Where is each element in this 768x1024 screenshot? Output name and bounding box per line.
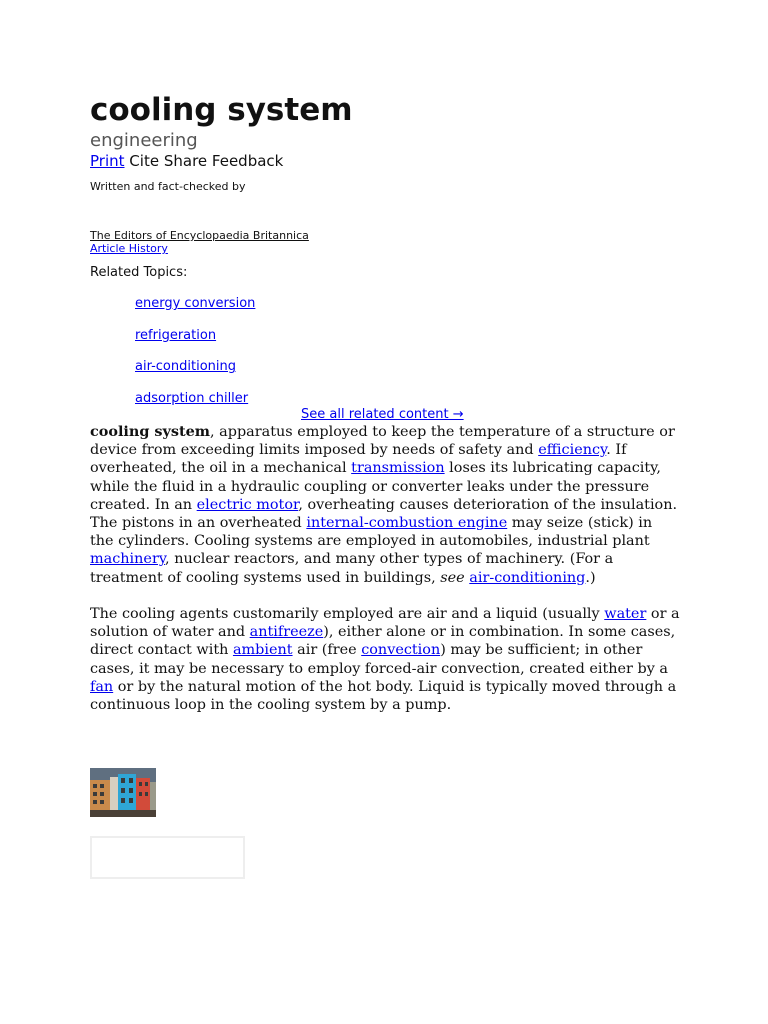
text-run: The cooling agents customarily employed are air and a liquid (usually	[90, 606, 605, 623]
electric-motor-link[interactable]: electric motor	[196, 496, 299, 513]
text-run: loses its lubricating capacity, while the fluid in a hydraulic coupling or converter leaks under the pressure created. In an	[90, 460, 661, 513]
fan-link[interactable]: fan	[90, 678, 114, 695]
written-by-label: Written and fact-checked by	[90, 180, 246, 193]
related-topic-energy-conversion-link[interactable]: energy conversion	[135, 296, 256, 311]
ambient-link[interactable]: ambient	[232, 642, 293, 659]
machinery-link[interactable]: machinery	[90, 551, 166, 568]
feedback-button[interactable]: Feedback	[211, 152, 284, 170]
related-topic-item	[135, 327, 255, 359]
internal-combustion-engine-link[interactable]: internal-combustion engine	[306, 515, 508, 532]
text-run: . If overheated, the oil in a mechanical	[90, 442, 627, 477]
air-conditioning-link[interactable]: air-conditioning	[469, 569, 586, 586]
print-link[interactable]: Print	[90, 152, 125, 170]
editors-link[interactable]: The Editors of Encyclopaedia Britannica	[90, 229, 309, 242]
related-topic-item	[135, 295, 255, 327]
related-topic-item	[135, 358, 255, 390]
related-topics-list	[135, 295, 255, 422]
text-run: may seize (stick) in the cylinders. Cooling systems are employed in automobiles, industrial plant	[90, 515, 653, 550]
see-all-related-link[interactable]: See all related content →	[301, 407, 464, 422]
article-actions	[90, 151, 283, 171]
text-run: .)	[585, 569, 596, 586]
text-run: , apparatus employed to keep the temperature of a structure or device from exceeding limits imposed by needs of safety and	[90, 424, 675, 459]
page-subtitle: engineering	[90, 130, 198, 151]
water-link[interactable]: water	[604, 606, 647, 623]
text-run: , overheating causes deterioration of the insulation. The pistons in an overheated	[90, 496, 678, 532]
text-run: ) may be sufficient; in other cases, it may be necessary to employ forced-air convection, created either by a	[90, 642, 669, 677]
related-topic-air-conditioning-link[interactable]: air-conditioning	[135, 359, 236, 375]
text-run: or by the natural motion of the hot body. Liquid is typically moved through a continuous loop in the cooling system by a pump.	[90, 678, 677, 714]
term-cooling-system: cooling system	[90, 423, 211, 440]
related-topics-label: Related Topics:	[90, 265, 188, 280]
article-body	[90, 423, 680, 732]
see-emphasis: see	[440, 569, 465, 586]
text-run: air (free	[292, 642, 362, 659]
text-run: , nuclear reactors, and many other types of machinery. (For a treatment of cooling systems used in buildings,	[90, 551, 614, 586]
cite-button[interactable]: Cite	[129, 152, 160, 170]
share-button[interactable]: Share	[163, 152, 208, 170]
antifreeze-link[interactable]: antifreeze	[249, 624, 324, 641]
building-thumbnail[interactable]	[90, 768, 156, 817]
empty-media-box	[90, 836, 245, 879]
text-run: or a solution of water and	[90, 606, 680, 641]
transmission-link[interactable]: transmission	[351, 460, 445, 477]
paragraph-2	[90, 605, 680, 714]
efficiency-link[interactable]: efficiency	[538, 442, 607, 459]
convection-link[interactable]: convection	[361, 642, 441, 659]
related-topic-item	[135, 390, 255, 422]
related-topic-refrigeration-link[interactable]: refrigeration	[135, 327, 217, 343]
page-title: cooling system	[90, 92, 353, 128]
article-history-link[interactable]: Article History	[90, 242, 168, 255]
text-run: ), either alone or in combination. In some cases, direct contact with	[90, 624, 676, 659]
paragraph-1	[90, 423, 680, 587]
related-topic-adsorption-chiller-link[interactable]: adsorption chiller	[135, 391, 249, 407]
